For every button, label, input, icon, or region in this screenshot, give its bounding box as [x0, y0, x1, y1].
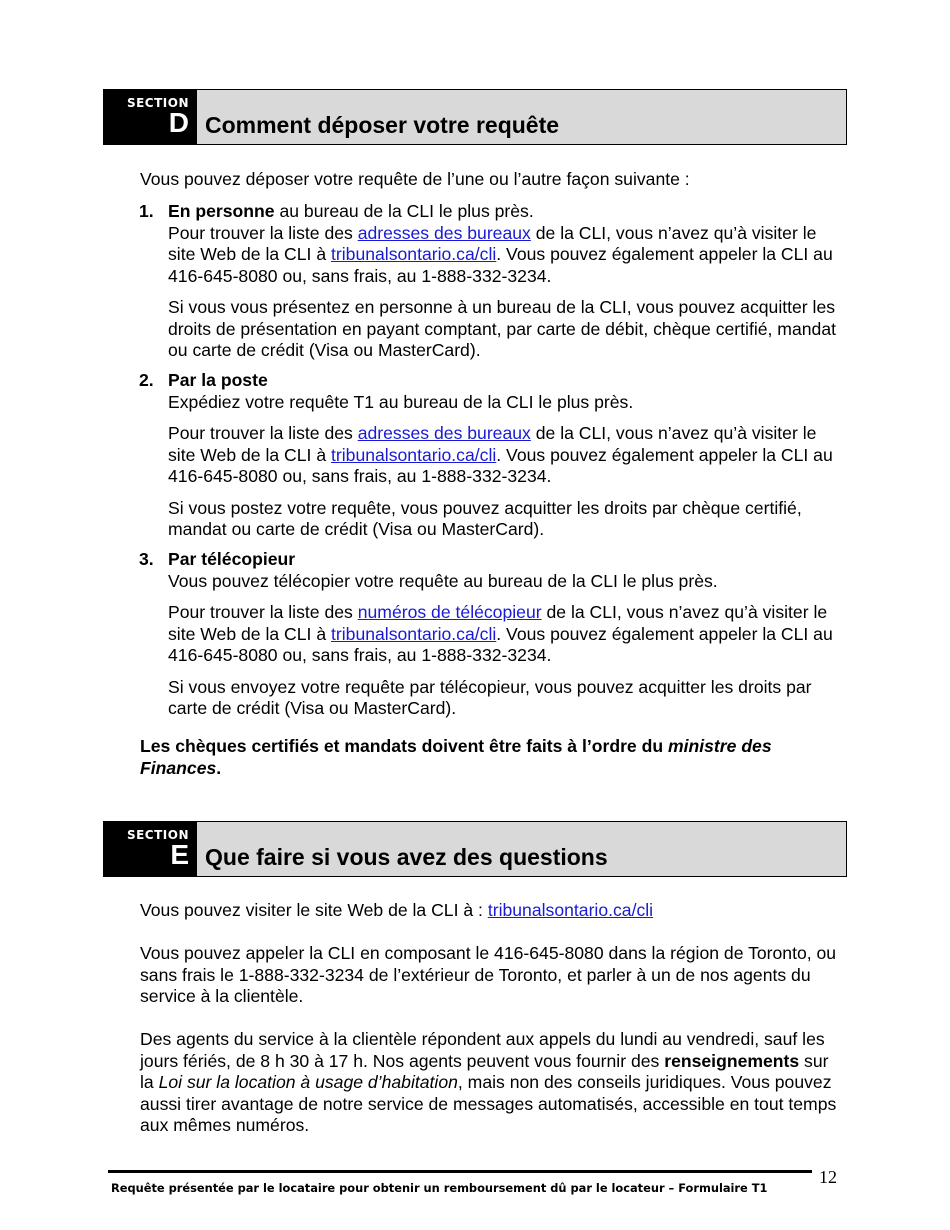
- item-2-heading: Par la poste: [168, 370, 268, 390]
- section-d-intro: Vous pouvez déposer votre requête de l’une ou l’autre façon suivante :: [140, 169, 690, 189]
- section-e-paragraph-3: Des agents du service à la clientèle répondent aux appels du lundi au vendredi, sauf les jours fériés, de 8 h 30 à 17 h. Nos agents peuvent vous fournir des renseignements sur la Loi sur la location à usage d’habitation, mais non des conseils juridiques. Vous pouvez aussi tirer avantage de notre service de messages automatisés, accessible en tout temps aux mêmes numéros.: [140, 1029, 837, 1135]
- payment-note: Les chèques certifiés et mandats doivent être faits à l’ordre du ministre des Finances.: [140, 736, 772, 778]
- section-d-title: Comment déposer votre requête: [205, 112, 560, 138]
- section-e-paragraph-2: Vous pouvez appeler la CLI en composant le 416-645-8080 dans la région de Toronto, ou sans frais le 1-888-332-3234 de l’extérieur de Toronto, et parler à un de nos agents du service à la clientèle.: [140, 943, 837, 1006]
- item-2-paragraph-1: Pour trouver la liste des adresses des bureaux de la CLI, vous n’avez qu’à visiter le site Web de la CLI à tribunalsontario.ca/cli. Vous pouvez également appeler la CLI au 416-645-8080 ou, sans frais, au 1-888-332-3234.: [168, 423, 833, 486]
- item-3-paragraph-1: Pour trouver la liste des numéros de télécopieur de la CLI, vous n’avez qu’à visiter le site Web de la CLI à tribunalsontario.ca/cli. Vous pouvez également appeler la CLI au 416-645-8080 ou, sans frais, au 1-888-332-3234.: [168, 602, 833, 665]
- item-1-heading: En personne au bureau de la CLI le plus près.: [168, 201, 534, 221]
- item-1-paragraph-2: Si vous vous présentez en personne à un bureau de la CLI, vous pouvez acquitter les droits de présentation en payant comptant, par carte de débit, chèque certifié, mandat ou carte de crédit (Visa ou MasterCard).: [168, 297, 836, 360]
- section-word: SECTION: [126, 828, 189, 842]
- fax-numbers-link[interactable]: numéros de télécopieur: [357, 602, 542, 622]
- tribunal-website-link[interactable]: tribunalsontario.ca/cli: [487, 900, 654, 920]
- section-e-badge: [103, 821, 197, 877]
- item-2-line: Expédiez votre requête T1 au bureau de la CLI le plus près.: [168, 391, 634, 412]
- tribunal-website-link[interactable]: tribunalsontario.ca/cli: [331, 444, 497, 465]
- page-number: 12: [819, 1167, 837, 1187]
- item-2-paragraph-2: Si vous postez votre requête, vous pouvez acquitter les droits par chèque certifié, mandat ou carte de crédit (Visa ou MasterCard).: [168, 497, 802, 539]
- section-d-badge: [103, 89, 197, 145]
- item-1: [168, 201, 848, 362]
- item-3: [168, 549, 840, 720]
- section-e-paragraph-1: Vous pouvez visiter le site Web de la CLI à : tribunalsontario.ca/cli: [140, 900, 654, 920]
- section-e-header: [103, 821, 847, 877]
- item-3-paragraph-2: Si vous envoyez votre requête par télécopieur, vous pouvez acquitter les droits par carte de crédit (Visa ou MasterCard).: [168, 676, 812, 718]
- item-1-paragraph-1: Pour trouver la liste des adresses des bureaux de la CLI, vous n’avez qu’à visiter le site Web de la CLI à tribunalsontario.ca/cli. Vous pouvez également appeler la CLI au 416-645-8080 ou, sans frais, au 1-888-332-3234.: [168, 222, 833, 286]
- footer-form-title: Requête présentée par le locataire pour obtenir un remboursement dû par le locateur – Formulaire T1: [111, 1181, 768, 1195]
- footer-rule: [108, 1170, 812, 1173]
- office-addresses-link[interactable]: adresses des bureaux: [357, 423, 531, 443]
- section-d-header: [103, 89, 847, 145]
- tribunal-website-link[interactable]: tribunalsontario.ca/cli: [331, 623, 497, 644]
- office-addresses-link[interactable]: adresses des bureaux: [357, 222, 531, 243]
- section-e-title: Que faire si vous avez des questions: [205, 844, 608, 870]
- section-letter: D: [168, 107, 189, 138]
- item-3-line: Vous pouvez télécopier votre requête au bureau de la CLI le plus près.: [168, 570, 718, 591]
- item-1-number: 1.: [139, 201, 154, 221]
- item-3-heading: Par télécopieur: [168, 549, 296, 569]
- section-letter: E: [170, 839, 189, 870]
- section-word: SECTION: [126, 96, 189, 110]
- item-2: [168, 370, 848, 541]
- item-3-number: 3.: [139, 549, 154, 569]
- tribunal-website-link[interactable]: tribunalsontario.ca/cli: [331, 244, 497, 264]
- item-2-number: 2.: [139, 370, 154, 390]
